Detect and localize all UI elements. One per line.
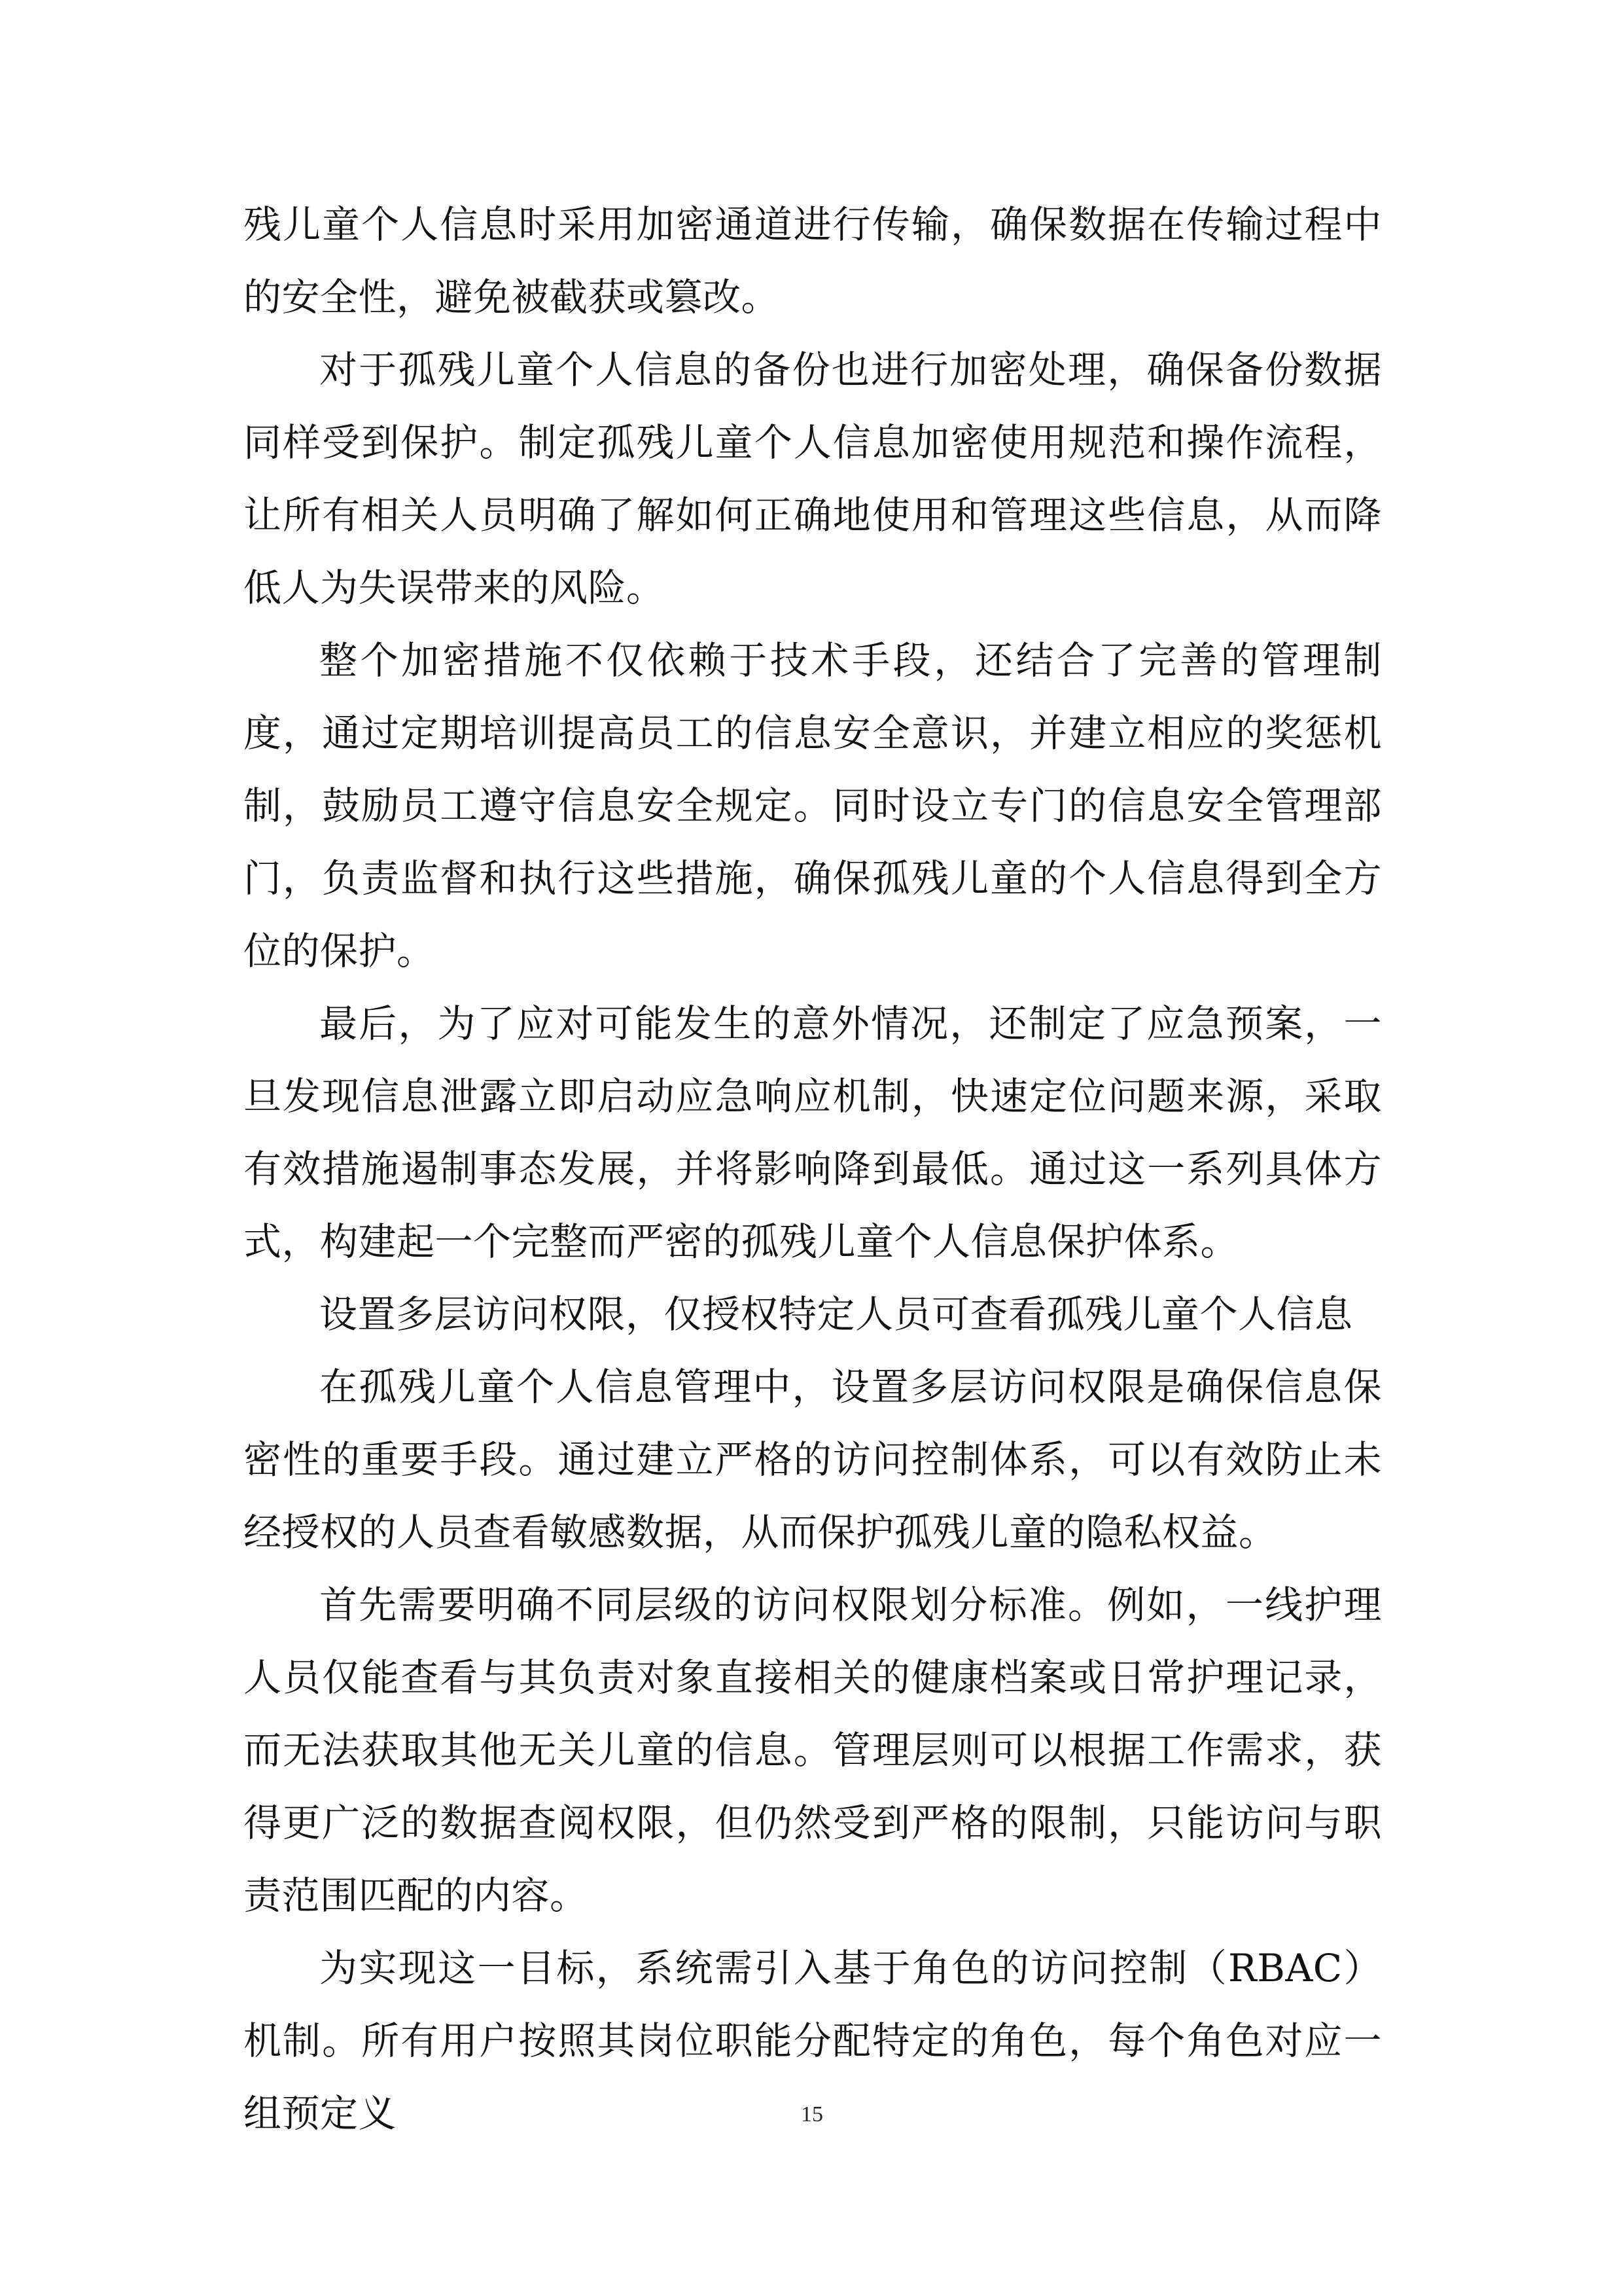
paragraph-access-intro: 在孤残儿童个人信息管理中，设置多层访问权限是确保信息保密性的重要手段。通过建立严格的访问控制体系，可以有效防止未经授权的人员查看敏感数据，从而保护孤残儿童的隐私权益。 — [243, 1365, 1382, 1554]
paragraph-continued: 残儿童个人信息时采用加密通道进行传输，确保数据在传输过程中的安全性，避免被截获或篡改。 — [243, 202, 1382, 319]
paragraph-backup-encryption: 对于孤残儿童个人信息的备份也进行加密处理，确保备份数据同样受到保护。制定孤残儿童个人信息加密使用规范和操作流程，让所有相关人员明确了解如何正确地使用和管理这些信息，从而降低人为失误带来的风险。 — [243, 348, 1382, 610]
page-number: 15 — [801, 2102, 823, 2126]
paragraph-emergency-plan: 最后，为了应对可能发生的意外情况，还制定了应急预案，一旦发现信息泄露立即启动应急响应机制，快速定位问题来源，采取有效措施遏制事态发展，并将影响降到最低。通过这一系列具体方式，构建起一个完整而严密的孤残儿童个人信息保护体系。 — [243, 1001, 1382, 1264]
paragraph-rbac: 为实现这一目标，系统需引入基于角色的访问控制（RBAC）机制。所有用户按照其岗位职能分配特定的角色，每个角色对应一组预定义 — [243, 1946, 1382, 2136]
section-heading: 设置多层访问权限，仅授权特定人员可查看孤残儿童个人信息 — [319, 1292, 1353, 1336]
paragraph-access-levels: 首先需要明确不同层级的访问权限划分标准。例如，一线护理人员仅能查看与其负责对象直接相关的健康档案或日常护理记录，而无法获取其他无关儿童的信息。管理层则可以根据工作需求，获得更广泛的数据查阅权限，但仍然受到严格的限制，只能访问与职责范围匹配的内容。 — [243, 1583, 1382, 1918]
paragraph-management-system: 整个加密措施不仅依赖于技术手段，还结合了完善的管理制度，通过定期培训提高员工的信息安全意识，并建立相应的奖惩机制，鼓励员工遵守信息安全规定。同时设立专门的信息安全管理部门，负责监督和执行这些措施，确保孤残儿童的个人信息得到全方位的保护。 — [243, 638, 1382, 973]
body-text — [243, 188, 1382, 2150]
